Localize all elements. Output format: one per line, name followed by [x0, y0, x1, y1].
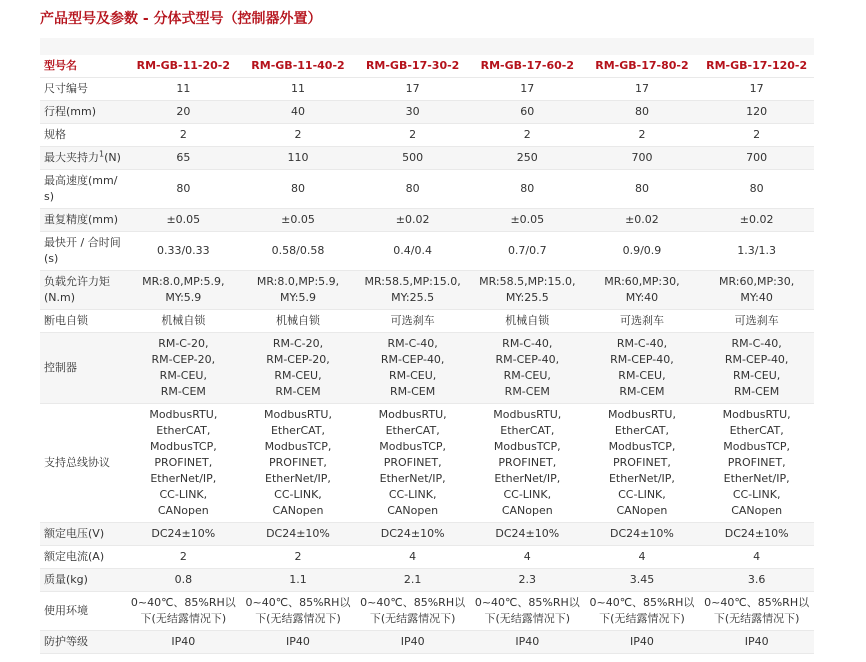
- table-cell: DC24±10%: [126, 523, 241, 546]
- table-cell: 120: [699, 101, 814, 124]
- table-cell: ±0.02: [699, 209, 814, 232]
- table-cell: MR:8.0,MP:5.9, MY:5.9: [126, 271, 241, 310]
- table-cell: 4: [355, 546, 470, 569]
- table-cell: 80: [585, 101, 700, 124]
- table-cell: 30: [355, 101, 470, 124]
- table-cell: 80: [241, 170, 356, 209]
- table-cell: ±0.05: [241, 209, 356, 232]
- table-cell: 65: [126, 147, 241, 170]
- row-label: [40, 569, 126, 592]
- table-cell: 2: [585, 124, 700, 147]
- header-model: RM-GB-17-80-2: [585, 55, 700, 78]
- row-label: [40, 333, 126, 404]
- row-label-text: 负载允许力矩 (N.m): [44, 275, 110, 304]
- table-row: [40, 310, 814, 333]
- table-cell: IP40: [126, 631, 241, 654]
- table-row: [40, 78, 814, 101]
- page-title: 产品型号及参数 - 分体式型号（控制器外置）: [40, 11, 322, 27]
- header-model: RM-GB-11-40-2: [241, 55, 356, 78]
- table-cell: 2: [126, 546, 241, 569]
- table-cell: MR:60,MP:30, MY:40: [585, 271, 700, 310]
- table-row: [40, 101, 814, 124]
- table-cell: 3.45: [585, 569, 700, 592]
- spec-table: [40, 38, 814, 654]
- table-row: [40, 147, 814, 170]
- table-cell: 17: [585, 78, 700, 101]
- table-cell: IP40: [241, 631, 356, 654]
- table-cell: ±0.05: [470, 209, 585, 232]
- table-cell: RM-C-40, RM-CEP-40, RM-CEU, RM-CEM: [470, 333, 585, 404]
- table-cell: DC24±10%: [355, 523, 470, 546]
- row-label: [40, 631, 126, 654]
- table-cell: ModbusRTU, EtherCAT, ModbusTCP, PROFINET, EtherNet/IP, CC-LINK, CANopen: [470, 404, 585, 523]
- table-cell: 0~40℃、85%RH以 下(无结露情况下): [355, 592, 470, 631]
- row-label-text: 行程(mm): [44, 105, 97, 118]
- table-cell: 4: [699, 546, 814, 569]
- table-cell: 0~40℃、85%RH以 下(无结露情况下): [699, 592, 814, 631]
- table-cell: 110: [241, 147, 356, 170]
- table-cell: 80: [126, 170, 241, 209]
- table-row: [40, 271, 814, 310]
- table-cell: DC24±10%: [699, 523, 814, 546]
- table-cell: 700: [585, 147, 700, 170]
- row-label: [40, 232, 126, 271]
- table-cell: MR:58.5,MP:15.0, MY:25.5: [355, 271, 470, 310]
- row-label: [40, 404, 126, 523]
- table-cell: 17: [470, 78, 585, 101]
- table-cell: 500: [355, 147, 470, 170]
- table-cell: IP40: [699, 631, 814, 654]
- row-label-text: 控制器: [44, 361, 77, 374]
- table-cell: 0.9/0.9: [585, 232, 700, 271]
- table-cell: 0~40℃、85%RH以 下(无结露情况下): [241, 592, 356, 631]
- table-cell: RM-C-40, RM-CEP-40, RM-CEU, RM-CEM: [355, 333, 470, 404]
- table-cell: 机械自锁: [241, 310, 356, 333]
- row-label: [40, 101, 126, 124]
- table-top-band-cell: [40, 38, 814, 55]
- table-cell: IP40: [470, 631, 585, 654]
- table-cell: 11: [126, 78, 241, 101]
- table-cell: ±0.05: [126, 209, 241, 232]
- header-model: RM-GB-17-30-2: [355, 55, 470, 78]
- table-cell: 250: [470, 147, 585, 170]
- table-cell: 80: [585, 170, 700, 209]
- table-cell: 3.6: [699, 569, 814, 592]
- row-label: [40, 546, 126, 569]
- row-label-text: 规格: [44, 128, 66, 141]
- table-row: [40, 404, 814, 523]
- table-row: [40, 546, 814, 569]
- table-row: [40, 124, 814, 147]
- table-cell: ModbusRTU, EtherCAT, ModbusTCP, PROFINET, EtherNet/IP, CC-LINK, CANopen: [126, 404, 241, 523]
- row-label: [40, 209, 126, 232]
- table-cell: 2.3: [470, 569, 585, 592]
- row-label-text: 额定电流(A): [44, 550, 105, 563]
- table-cell: 17: [699, 78, 814, 101]
- row-label-text: 质量(kg): [44, 573, 88, 586]
- row-label-text: 最快开 / 合时间 (s): [44, 236, 121, 265]
- table-cell: DC24±10%: [585, 523, 700, 546]
- table-cell: MR:58.5,MP:15.0, MY:25.5: [470, 271, 585, 310]
- header-label: 型号名: [40, 55, 126, 78]
- table-cell: DC24±10%: [470, 523, 585, 546]
- table-cell: 0.7/0.7: [470, 232, 585, 271]
- header-model: RM-GB-11-20-2: [126, 55, 241, 78]
- table-cell: RM-C-40, RM-CEP-40, RM-CEU, RM-CEM: [699, 333, 814, 404]
- row-label-text: 支持总线协议: [44, 456, 110, 469]
- footnote-marker: 1: [99, 149, 105, 159]
- table-cell: 0.58/0.58: [241, 232, 356, 271]
- row-label: [40, 271, 126, 310]
- row-label-text: 断电自锁: [44, 314, 88, 327]
- row-label-text: 防护等级: [44, 635, 88, 648]
- table-cell: RM-C-40, RM-CEP-40, RM-CEU, RM-CEM: [585, 333, 700, 404]
- table-cell: 机械自锁: [470, 310, 585, 333]
- table-cell: 11: [241, 78, 356, 101]
- table-cell: 80: [470, 170, 585, 209]
- table-row: [40, 333, 814, 404]
- table-cell: 60: [470, 101, 585, 124]
- table-cell: 2.1: [355, 569, 470, 592]
- table-cell: 可选刹车: [585, 310, 700, 333]
- row-label-suffix: (N): [104, 151, 121, 164]
- table-cell: 20: [126, 101, 241, 124]
- table-cell: IP40: [585, 631, 700, 654]
- table-cell: 0.33/0.33: [126, 232, 241, 271]
- row-label-text: 额定电压(V): [44, 527, 105, 540]
- table-cell: 机械自锁: [126, 310, 241, 333]
- row-label-text: 重复精度(mm): [44, 213, 119, 226]
- table-cell: 2: [126, 124, 241, 147]
- table-cell: ±0.02: [585, 209, 700, 232]
- table-row: [40, 170, 814, 209]
- table-cell: 2: [470, 124, 585, 147]
- table-cell: IP40: [355, 631, 470, 654]
- table-cell: 40: [241, 101, 356, 124]
- table-cell: 700: [699, 147, 814, 170]
- table-cell: ModbusRTU, EtherCAT, ModbusTCP, PROFINET, EtherNet/IP, CC-LINK, CANopen: [241, 404, 356, 523]
- table-cell: 80: [355, 170, 470, 209]
- row-label: [40, 147, 126, 170]
- table-cell: MR:60,MP:30, MY:40: [699, 271, 814, 310]
- table-cell: 1.1: [241, 569, 356, 592]
- table-header-row: [40, 55, 814, 78]
- table-row: [40, 592, 814, 631]
- header-model: RM-GB-17-60-2: [470, 55, 585, 78]
- row-label: [40, 592, 126, 631]
- table-cell: 2: [699, 124, 814, 147]
- row-label-text: 尺寸编号: [44, 82, 88, 95]
- table-cell: 1.3/1.3: [699, 232, 814, 271]
- row-label: [40, 523, 126, 546]
- table-cell: 80: [699, 170, 814, 209]
- table-cell: 2: [355, 124, 470, 147]
- table-top-band: [40, 38, 814, 55]
- table-row: [40, 523, 814, 546]
- table-cell: MR:8.0,MP:5.9, MY:5.9: [241, 271, 356, 310]
- table-row: [40, 631, 814, 654]
- table-cell: DC24±10%: [241, 523, 356, 546]
- table-cell: 0.8: [126, 569, 241, 592]
- table-cell: 2: [241, 546, 356, 569]
- table-cell: 可选刹车: [355, 310, 470, 333]
- table-cell: ModbusRTU, EtherCAT, ModbusTCP, PROFINET, EtherNet/IP, CC-LINK, CANopen: [699, 404, 814, 523]
- row-label-text: 使用环境: [44, 604, 88, 617]
- table-cell: 4: [470, 546, 585, 569]
- table-cell: 17: [355, 78, 470, 101]
- table-cell: 2: [241, 124, 356, 147]
- table-cell: ModbusRTU, EtherCAT, ModbusTCP, PROFINET, EtherNet/IP, CC-LINK, CANopen: [585, 404, 700, 523]
- table-cell: RM-C-20, RM-CEP-20, RM-CEU, RM-CEM: [126, 333, 241, 404]
- table-cell: ±0.02: [355, 209, 470, 232]
- row-label: [40, 78, 126, 101]
- table-cell: 0.4/0.4: [355, 232, 470, 271]
- table-cell: ModbusRTU, EtherCAT, ModbusTCP, PROFINET, EtherNet/IP, CC-LINK, CANopen: [355, 404, 470, 523]
- table-row: [40, 232, 814, 271]
- table-row: [40, 209, 814, 232]
- table-cell: 4: [585, 546, 700, 569]
- row-label: [40, 170, 126, 209]
- table-cell: RM-C-20, RM-CEP-20, RM-CEU, RM-CEM: [241, 333, 356, 404]
- row-label-text: 最高速度(mm/s): [44, 174, 118, 203]
- table-cell: 0~40℃、85%RH以 下(无结露情况下): [470, 592, 585, 631]
- spec-table-body: [40, 38, 814, 654]
- row-label-text: 最大夹持力: [44, 151, 99, 164]
- header-model: RM-GB-17-120-2: [699, 55, 814, 78]
- table-cell: 可选刹车: [699, 310, 814, 333]
- table-row: [40, 569, 814, 592]
- table-cell: 0~40℃、85%RH以 下(无结露情况下): [126, 592, 241, 631]
- table-cell: 0~40℃、85%RH以 下(无结露情况下): [585, 592, 700, 631]
- row-label: [40, 124, 126, 147]
- row-label: [40, 310, 126, 333]
